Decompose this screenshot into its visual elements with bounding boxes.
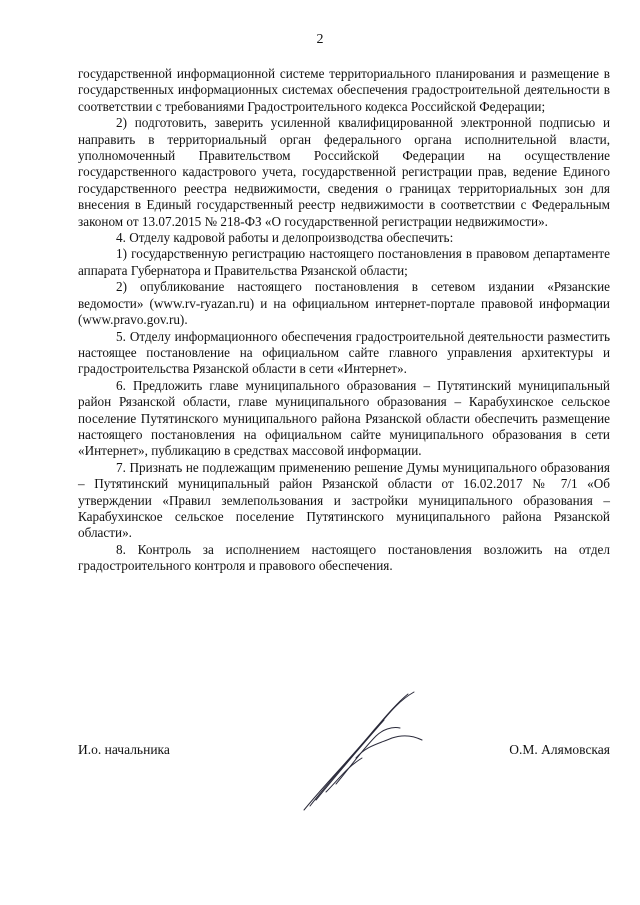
signer-name: О.М. Алямовская xyxy=(509,742,610,757)
paragraph: 2) подготовить, заверить усиленной квалифицированной электронной подписью и направить в территориальный орган федерального органа исполнительной власти, уполномоченный Правительством Российской Федерации на осуществление государственного кадастрового учета, государственной регистрации прав, ведение Единого государственного реестра недвижимости, сведения о границах территориальных зон для внесения в Единый государственный реестр недвижимости в соответствии с Федеральным законом от 13.07.2015 № 218-ФЗ «О государственной регистрации недвижимости». xyxy=(78,115,610,229)
page-number: 2 xyxy=(316,32,324,47)
paragraph: 7. Признать не подлежащим применению решение Думы муниципального образования – Путятинский муниципальный район Рязанской области от 16.02.2017 № 7/1 «Об утверждении «Правил землепользования и застройки муниципального образования – Карабухинское сельское поселение Путятинского муниципального района Рязанской области». xyxy=(78,459,610,541)
paragraph: 5. Отделу информационного обеспечения градостроительной деятельности разместить настоящее постановление на официальном сайте главного управления архитектуры и градостроительства Рязанской области в сети «Интернет». xyxy=(78,328,610,377)
document-body xyxy=(78,66,610,575)
signer-title: И.о. начальника xyxy=(78,742,170,757)
paragraph: 2) опубликование настоящего постановления в сетевом издании «Рязанские ведомости» (www.rv-ryazan.ru) и на официальном интернет-портале правовой информации (www.pravo.gov.ru). xyxy=(78,279,610,328)
paragraph: 6. Предложить главе муниципального образования – Путятинский муниципальный район Рязанской области, главе муниципального образования – Карабухинское сельское поселение Путятинского муниципального района Рязанской области обеспечить размещение настоящего постановления на официальном сайте муниципального образования в сети «Интернет», публикацию в средствах массовой информации. xyxy=(78,377,610,459)
paragraph: государственной информационной системе территориального планирования и размещение в государственных информационных системах обеспечения градостроительной деятельности в соответствии с требованиями Градостроительного кодекса Российской Федерации; xyxy=(78,66,610,114)
handwritten-signature xyxy=(296,688,426,818)
paragraph: 4. Отделу кадровой работы и делопроизводства обеспечить: xyxy=(116,230,454,246)
paragraph: 1) государственную регистрацию настоящего постановления в правовом департаменте аппарата Губернатора и Правительства Рязанской области; xyxy=(78,246,610,278)
paragraph: 8. Контроль за исполнением настоящего постановления возложить на отдел градостроительного контроля и правового обеспечения. xyxy=(78,541,610,574)
